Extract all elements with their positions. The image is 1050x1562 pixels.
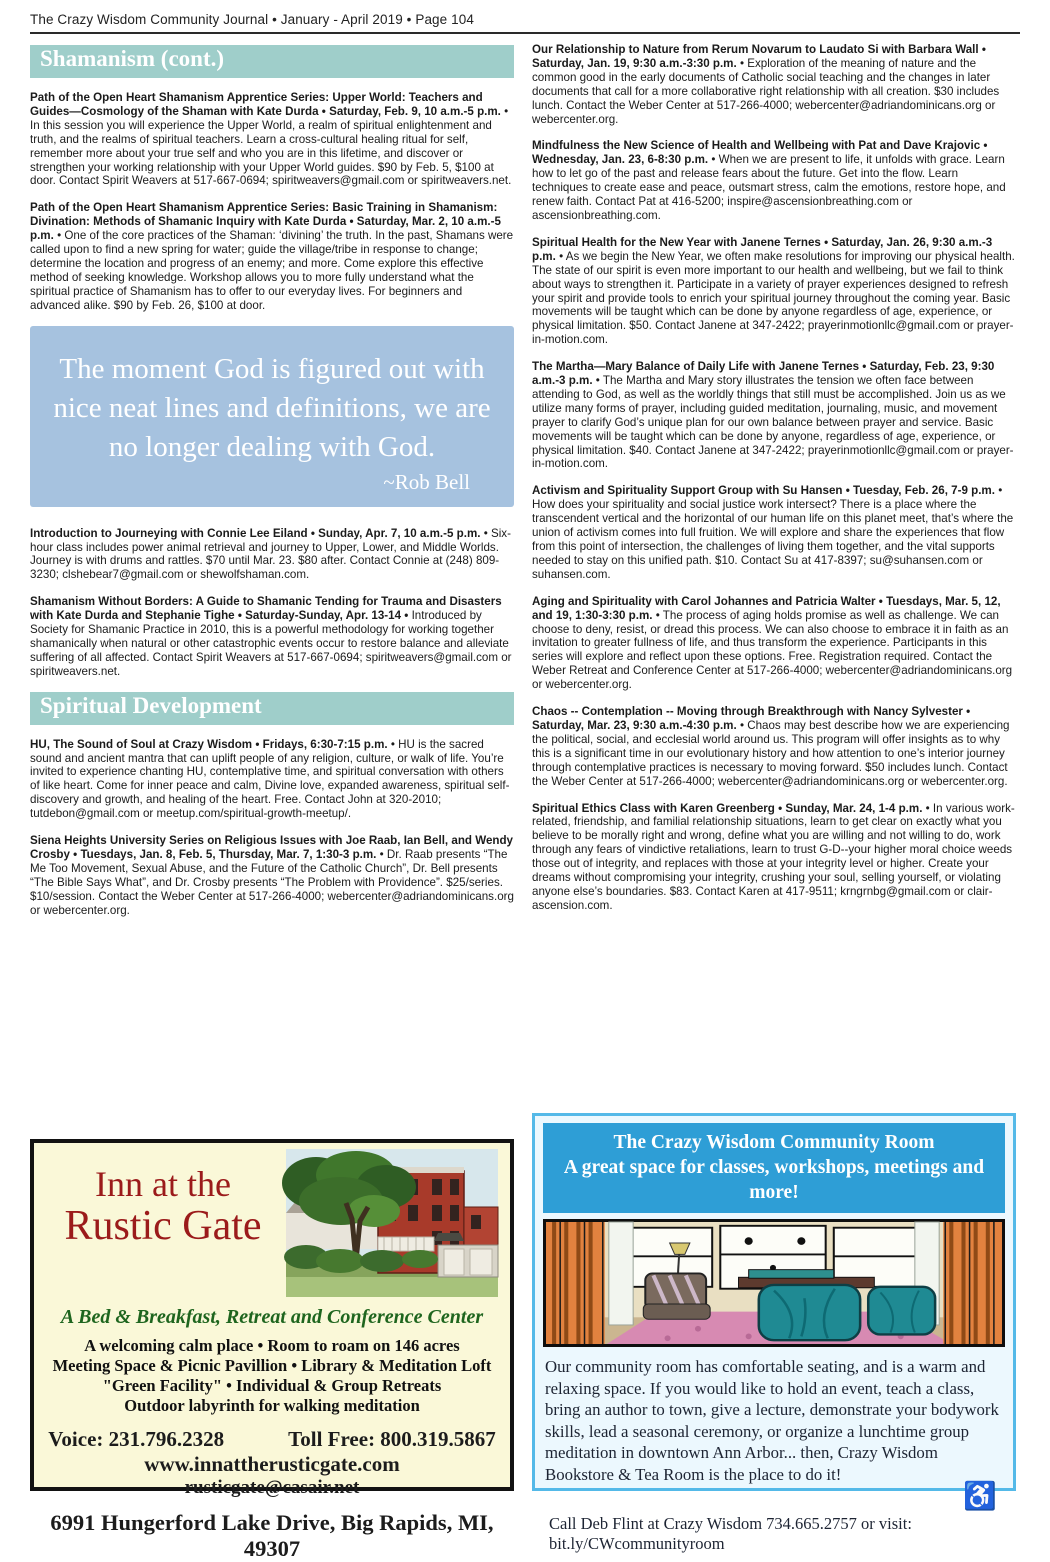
event-title: Aging and Spirituality with Carol Johannes and Patricia Walter • Tuesdays, Mar. 5, 12, and 19, 1:30-3:30 p.m. (532, 594, 1001, 622)
event-title: Siena Heights University Series on Religious Issues with Joe Raab, Ian Bell, and Wendy Crosby • Tuesdays, Jan. 8, Feb. 5, Thursday, Mar. 7, 1:30-3 p.m. (30, 834, 513, 861)
event-body: • Dr. Raab presents “The Me Too Movement, Sexual Abuse, and the Future of the Catholic Church”, Dr. Bell presents “The Bible Says What”, and Dr. Crosby presents “The Problem with Providence”. $25/series. $10/session. Contact the Weber Center at 517-266-4000; webercenter@adriandominicans.org or webercenter.org. (30, 848, 514, 917)
rustic-gate-feature: Meeting Space & Picnic Pavillion • Library & Meditation Loft (52, 1356, 492, 1375)
event-title: Mindfulness the New Science of Health and Wellbeing with Pat and Dave Krajovic • Wednesday, Jan. 23, 6-8:30 p.m. (532, 139, 988, 167)
rustic-gate-feature: "Green Facility" • Individual & Group Retreats (102, 1376, 442, 1395)
event-body: • The process of aging holds promise as well as challenge. We can choose to deny, resist, or dread this process. We can also choose to embrace it in faith as an invitation to greater fullness of life, and thus transform the experience. Participants in this series will explore and reflect upon these options. Free. Registration required. Contact the Weber Retreat and Conference Center at 517-266-4000; webercenter@adriandominicans.org or webercenter.org. (532, 608, 1013, 692)
event-body: • The Martha and Mary story illustrates the tension we often face between attending to God, as well as the worldly things that still must be accomplished. Join us as we utilize many forms of prayer, including guided meditation, journaling, music, and movement prayer to clarify God’s unique plan for our own balance between prayer and service. Basic movements will be taught which can be done by anyone, regardless of age, experience, or physical limitation. $40. Contact Janene at 347-2422; prayerinmotionllc@gmail.com or prayer-in-motion.com. (532, 374, 1014, 471)
page-masthead: The Crazy Wisdom Community Journal • January - April 2019 • Page 104 (30, 12, 1020, 34)
event-listing (30, 91, 514, 188)
event-title: Shamanism Without Borders: A Guide to Shamanic Tending for Trauma and Disasters with Kate Durda and Stephanie Tighe • Saturday-Sunday, Apr. 13-14 • (30, 595, 502, 623)
pull-quote-attribution: ~Rob Bell (383, 469, 470, 494)
rustic-gate-subtitle: A Bed & Breakfast, Retreat and Conference Center (60, 1306, 484, 1328)
right-column-text (532, 43, 1016, 1113)
event-listing (532, 139, 1016, 222)
community-room-ad-tagline: A great space for classes, workshops, meetings and more! (563, 1157, 985, 1203)
event-listing (532, 595, 1016, 692)
rustic-gate-phones (46, 1427, 498, 1452)
rustic-gate-title-line2: Rustic Gate (64, 1202, 262, 1249)
community-room-ad-body: Our community room has comfortable seating, and is a warm and relaxing space. If you would like to hold an event, teach a class, bring an author to town, give a lecture, demonstrate your bodywork skills, lead a seasonal ceremony, or organize a lunchtime group meditation in downtown Ann Arbor... then, Crazy Wisdom Bookstore & Tea Room is the place to do it! (545, 1357, 999, 1484)
community-room-ad-contact: Call Deb Flint at Crazy Wisdom 734.665.2757 or visit: bit.ly/CWcommunityroom (549, 1514, 912, 1553)
rustic-gate-photo (286, 1149, 498, 1297)
event-title: Chaos -- Contemplation -- Moving through Breakthrough with Nancy Sylvester • Saturday, Mar. 23, 9:30 a.m.-4:30 p.m. (532, 705, 971, 732)
section-header-spiritual-development: Spiritual Development (30, 692, 514, 725)
event-title: HU, The Sound of Soul at Crazy Wisdom • Fridays, 6:30-7:15 p.m. (30, 737, 388, 751)
event-listing (30, 201, 514, 312)
event-title: Spiritual Health for the New Year with Janene Ternes • Saturday, Jan. 26, 9:30 a.m.-3 p.m. (532, 235, 993, 263)
rustic-gate-ad-top (46, 1149, 498, 1297)
community-room-ad-title: The Crazy Wisdom Community Room (613, 1132, 935, 1153)
event-listing (532, 484, 1016, 581)
event-body: • How does your spirituality and social justice work intersect? There is a place where the transcendent vertical and the horizontal of our human life on this planet meet, that’s where the union of activism comes into full fruition. We will explore and share the experiences that flow from this point of intersection, the challenges of living them together, and the vital supports needed to stay on this unified path. $10. Contact Su at 417-8397; su@suhansen.com or suhansen.com. (532, 484, 1014, 581)
event-body: • Chaos may best describe how we are experiencing the political, social, and ecclesial world around us. This program will offer insights as to why this is a significant time in our evolutionary history and how attention to one’s interior journey through contemplative practices is necessary to moving forward. $50 includes lunch. Contact the Weber Center at 517-266-4000; webercenter@adriandominicans.org or webercenter.org. (532, 718, 1010, 788)
right-column (532, 43, 1016, 1553)
pull-quote-text: The moment God is figured out with nice neat lines and definitions, we are no longer dealing with God. (53, 352, 491, 463)
event-body: • In various work-related, friendship, and familial relationship situations, learn to get clear on exactly what you believe to be morally right and wrong, define what you are willing and not willing to do, work through any fears of vindictive retaliations, learn to trust G-D--your higher moral choice weeds those out of integrity, and replaces with those at your integrity level or higher. Create your dreams without compromising your integrity, crushing your soul, selling yourself, or violating anyone else’s boundaries. $83. Contact Karen at 417-9511; krngrnbg@gmail.com or clair-ascension.com. (532, 801, 1015, 912)
event-listing (532, 43, 1016, 126)
event-title: Path of the Open Heart Shamanism Apprentice Series: Basic Training in Shamanism: Divination: Methods of Shamanic Inquiry with Kate Durda • Saturday, Mar. 2, 10 a.m.-5 p.m. (30, 201, 501, 243)
event-body: • In this session you will experience the Upper World, a realm of spiritual enlightenment and truth, and the realms of spiritual teachers. Learn a cross-cultural healing ritual for self, remember more about your true self and who you are in this lifetime, and discover or strengthen your working relationship with your Upper World guides. $90 by Feb. 5, $100 at door. Contact Spirit Weavers at 517-667-0694; spiritweavers@gmail.com or spiritweavers.net. (30, 104, 512, 188)
two-column-layout (30, 43, 1020, 1561)
event-body: • As we begin the New Year, we often make resolutions for improving our physical health. The state of our spirit is even more important to our health and wellbeing, but we fail to think about ways to strengthen it. Participate in a variety of prayer experiences designed to refresh your spirit and provide tools to enrich your spiritual journey throughout the coming year. Basic movements will be taught which can be done by anyone regardless of age, experience, or physical limitation. $50. Contact Janene at 347-2422; prayerinmotionllc@gmail.com or prayer-in-motion.com. (532, 249, 1015, 347)
event-title: Our Relationship to Nature from Rerum Novarum to Laudato Si with Barbara Wall • Saturday, Jan. 19, 9:30 a.m.-3:30 p.m. (532, 43, 986, 70)
event-title: Activism and Spirituality Support Group with Su Hansen • Tuesday, Feb. 26, 7-9 p.m. (532, 484, 995, 498)
event-body: • When we are present to life, it unfolds with grace. Learn how to let go of the past and release fears about the future. Get into the flow. Learn techniques to create ease and peace, outsmart stress, calm the emotions, restore hope, and renew faith. Contact Pat at 416-5200; inspire@ascensionbreathing.com or ascensionbreathing.com. (532, 153, 1006, 222)
event-title: Introduction to Journeying with Connie Lee Eiland • Sunday, Apr. 7, 10 a.m.-5 p.m. (30, 526, 481, 540)
event-title: Path of the Open Heart Shamanism Apprentice Series: Upper World: Teachers and Guides—Cosmology of the Shaman with Kate Durda • Saturday, Feb. 9, 10 a.m.-5 p.m. (30, 91, 501, 118)
event-body: • Exploration of the meaning of nature and the common good in the early documents of Catholic social teaching and the changes in later documents that call for a more collaborative right relationship with all creation. $30 includes lunch. Contact the Weber Center at 517-266-4000; webercenter@adriandominicans.org or webercenter.org. (532, 56, 1000, 126)
rustic-gate-email: rusticgate@casair.net (184, 1477, 360, 1498)
event-listing (532, 236, 1016, 347)
event-listing (30, 595, 514, 678)
rustic-gate-voice-number: Voice: 231.796.2328 (48, 1427, 225, 1451)
rustic-gate-title (46, 1149, 280, 1249)
event-body: • HU is the sacred sound and ancient mantra that can uplift people of any religion, culture, or walk of life. You’re invited to experience chanting HU, contemplative time, and spiritual conversation with others of like heart. Come for inner peace and calm, Divine love, expanded awareness, spiritual self-discovery and growth, and healing of the heart. Free. Contact John at 320-2010; tutdebon@gmail.com or meetup.com/spiritual-growth-meetup/. (30, 737, 510, 821)
event-listing (30, 527, 514, 583)
accessibility-icon: ♿ (963, 1481, 997, 1511)
left-column (30, 43, 514, 1561)
rustic-gate-website: www.innattherusticgate.com (144, 1452, 400, 1476)
event-title: The Martha—Mary Balance of Daily Life with Janene Ternes • Saturday, Feb. 23, 9:30 a.m.-3 p.m. (532, 360, 995, 388)
rustic-gate-tollfree-number: Toll Free: 800.319.5867 (288, 1427, 496, 1451)
community-room-illustration (543, 1219, 1005, 1347)
section-header-shamanism: Shamanism (cont.) (30, 45, 514, 78)
rustic-gate-ad (30, 1139, 514, 1561)
rustic-gate-feature: A welcoming calm place • Room to roam on 146 acres (84, 1336, 460, 1355)
community-room-ad-header (543, 1123, 1005, 1213)
rustic-gate-title-line1: Inn at the (95, 1164, 231, 1204)
pull-quote-box (30, 326, 514, 507)
event-listing (532, 360, 1016, 471)
left-column-text (30, 43, 514, 1139)
event-body: • Six-hour class includes power animal retrieval and journey to Upper, Lower, and Middle Worlds. Journey is with drums and rattles. $70 until Mar. 23. $80 after. Contact Connie at (248) 809-3230; clshebear7@gmail.com or shewolfshaman.com. (30, 526, 511, 582)
community-room-ad (532, 1113, 1016, 1553)
event-listing (30, 834, 514, 917)
event-listing (532, 802, 1016, 913)
rustic-gate-address: 6991 Hungerford Lake Drive, Big Rapids, MI, 49307 (50, 1510, 494, 1561)
event-body: • One of the core practices of the Shaman: ‘divining’ the truth. In the past, Shamans were called upon to find a new spring for water; guide the village/tribe in response to change; determine the location and progress of an enemy; and more. Come explore this effective method of seeking knowledge. Workshop allows you to more fully understand what the spiritual practice of Shamanism has to offer to our everyday lives. For beginners and advanced alike. $90 by Feb. 26, $100 at door. (30, 229, 514, 312)
event-listing (532, 705, 1016, 788)
rustic-gate-feature: Outdoor labyrinth for walking meditation (124, 1396, 420, 1415)
event-listing (30, 738, 514, 821)
event-body: Introduced by Society for Shamanic Practice in 2010, this is a powerful methodology for working together shamanically when natural or other catastrophic events occur to restore balance and alleviate suffering of all affected. Contact Spirit Weavers at 517-667-0694; spiritweavers@gmail.com or spiritweavers.net. (30, 609, 512, 678)
event-title: Spiritual Ethics Class with Karen Greenberg • Sunday, Mar. 24, 1-4 p.m. (532, 801, 923, 815)
